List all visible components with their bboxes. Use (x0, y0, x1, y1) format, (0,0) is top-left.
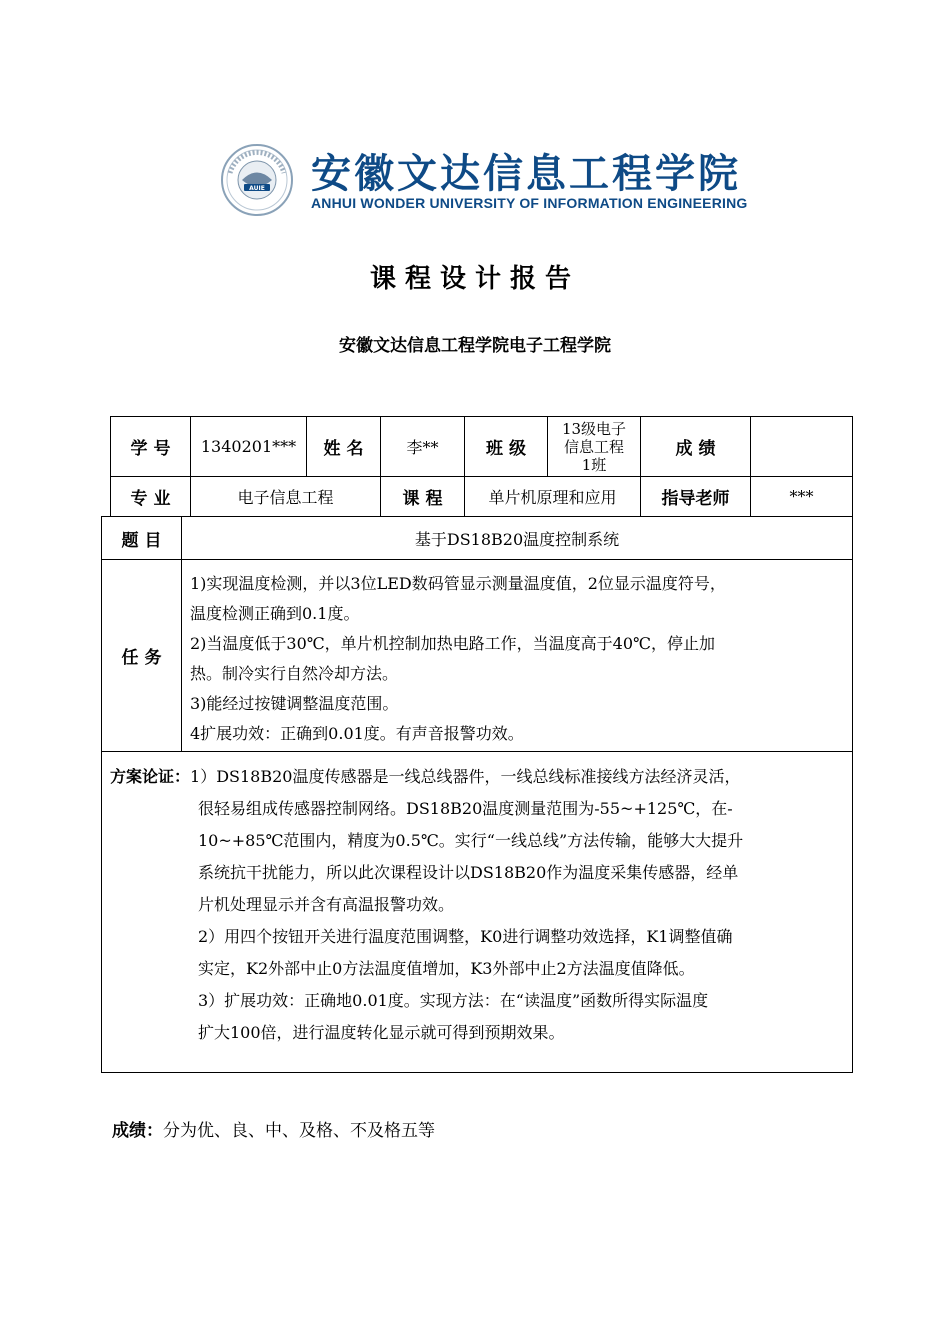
plan-line: 1）DS18B20温度传感器是一线总线器件，一线总线标准接线方法经济灵活， (190, 767, 741, 786)
logo-chinese-name: 安徽文达信息工程学院 (311, 150, 741, 197)
major-value: 电子信息工程 (237, 488, 334, 507)
task-line: 2)当温度低于30℃，单片机控制加热电路工作，当温度高于40℃，停止加 (190, 634, 715, 653)
plan-content (110, 761, 846, 1049)
task-line: 热。制冷实行自然冷却方法。 (190, 664, 399, 683)
plan-line: 3）扩展功效：正确地0.01度。实现方法：在“读温度”函数所得实际温度 (198, 991, 709, 1010)
task-line: 温度检测正确到0.1度。 (190, 604, 360, 623)
major-label: 专 业 (130, 489, 171, 509)
task-line: 1)实现温度检测，并以3位LED数码管显示测量温度值，2位显示温度符号， (190, 574, 726, 593)
name-label: 姓 名 (323, 439, 364, 459)
advisor-label: 指导老师 (661, 489, 730, 509)
university-seal-icon (220, 143, 294, 217)
course-label: 课 程 (402, 489, 443, 509)
student-id-value: 1340201*** (200, 437, 297, 456)
plan-line: 10~+85℃范围内，精度为0.5℃。实行“一线总线”方法传输，能够大大提升 (198, 831, 744, 850)
task-label: 任 务 (121, 648, 162, 668)
grade-text: 分为优、良、中、及格、不及格五等 (163, 1121, 435, 1141)
logo-english-name: ANHUI WONDER UNIVERSITY OF INFORMATION ENGINEERING (311, 195, 748, 211)
plan-line: 系统抗干扰能力，所以此次课程设计以DS18B20作为温度采集传感器，经单 (198, 863, 739, 882)
plan-line: 实定，K2外部中止0方法温度值增加，K3外部中止2方法温度值降低。 (198, 959, 695, 978)
course-value: 单片机原理和应用 (488, 488, 617, 507)
name-value: 李** (406, 438, 439, 457)
document-title: 课程设计报告 (369, 264, 580, 294)
plan-line: 片机处理显示并含有高温报警功效。 (198, 895, 455, 914)
class-line-2: 信息工程 (563, 437, 624, 456)
seal-text: AUIE (249, 185, 265, 192)
class-line-3: 1班 (581, 455, 607, 474)
class-label: 班 级 (486, 439, 526, 459)
plan-line: 很轻易组成传感器控制网络。DS18B20温度测量范围为-55~+125℃，在- (198, 799, 733, 818)
plan-line: 扩大100倍，进行温度转化显示就可得到预期效果。 (198, 1023, 565, 1042)
class-value (548, 417, 640, 476)
topic-value: 基于DS18B20温度控制系统 (414, 529, 620, 549)
grade-note (112, 1116, 435, 1141)
plan-label: 方案论证： (110, 767, 191, 786)
topic-label: 题 目 (121, 530, 162, 551)
advisor-value: *** (789, 487, 814, 506)
score-label: 成 绩 (675, 439, 716, 459)
document-subtitle: 安徽文达信息工程学院电子工程学院 (339, 336, 611, 356)
task-line: 4扩展功效：正确到0.01度。有声音报警功效。 (190, 724, 524, 743)
class-line-1: 13级电子 (561, 419, 627, 438)
grade-label: 成绩： (112, 1121, 163, 1141)
task-content (190, 569, 846, 749)
task-line: 3)能经过按键调整温度范围。 (190, 694, 399, 713)
score-value (751, 417, 852, 476)
student-id-label: 学 号 (130, 439, 171, 459)
plan-line: 2）用四个按钮开关进行温度范围调整，K0进行调整功效选择，K1调整值确 (198, 927, 733, 946)
